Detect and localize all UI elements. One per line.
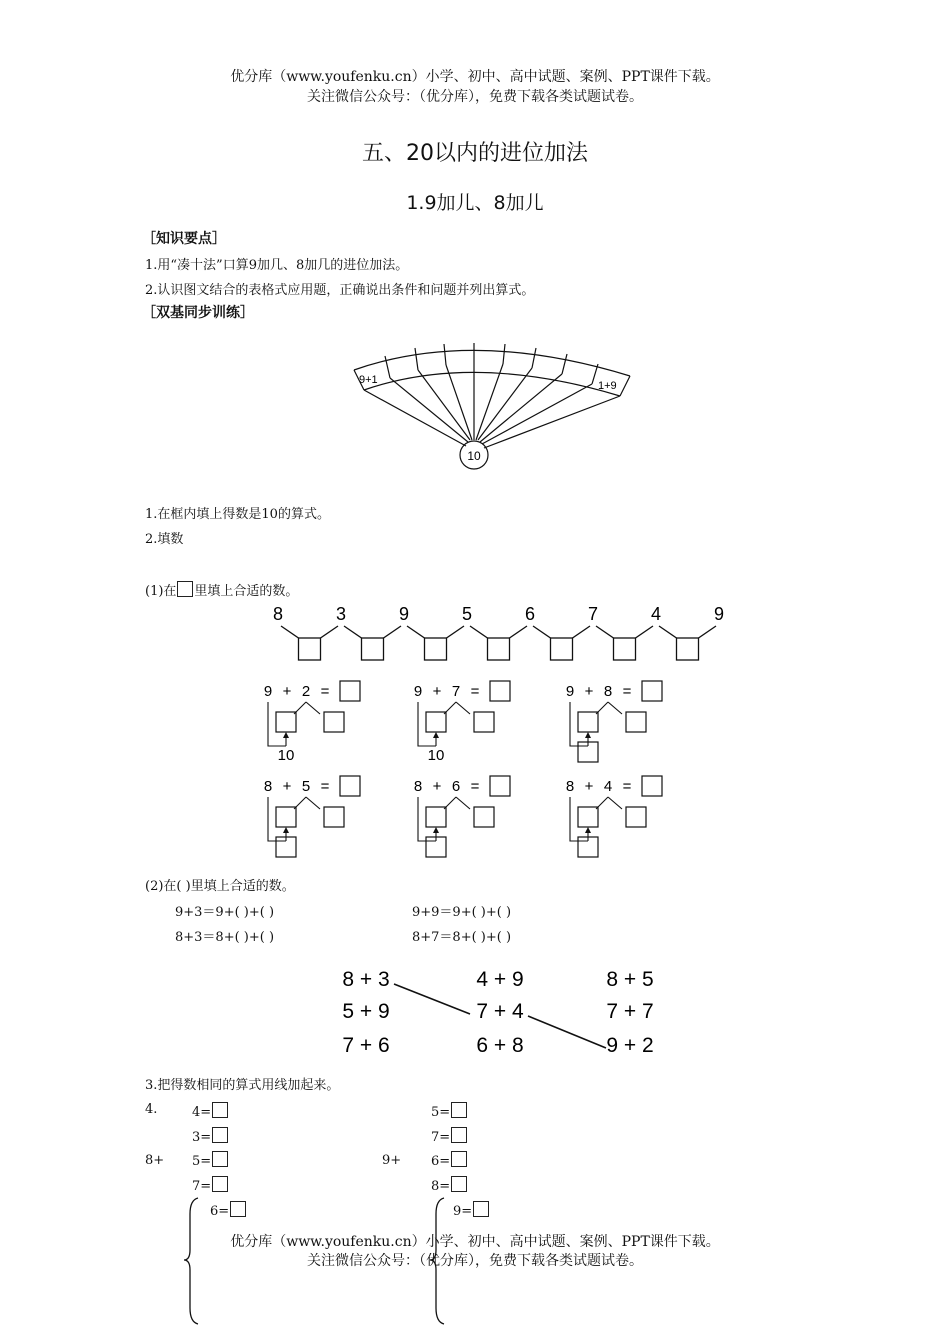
split-part-box[interactable] — [426, 807, 446, 827]
zigzag-number: 9 — [398, 604, 410, 624]
plus-sign: + — [584, 683, 594, 700]
q4-item — [431, 1151, 468, 1169]
addend-a: 8 — [565, 778, 575, 795]
fan-divider — [532, 348, 536, 368]
question-2-1-suffix: 里填上合适的数。 — [194, 584, 299, 599]
zigzag-answer-box[interactable] — [677, 638, 699, 660]
q4-item-label: 3= — [192, 1130, 212, 1145]
plus-sign: + — [432, 778, 442, 795]
q4-item — [192, 1151, 229, 1169]
fill-row-2-right: 8+7＝8+( )+( ) — [412, 930, 512, 945]
sum-answer-box[interactable] — [642, 681, 662, 701]
sum-answer-box[interactable] — [642, 776, 662, 796]
fan-divider — [562, 354, 567, 374]
split-part-box[interactable] — [474, 712, 494, 732]
match-expression: 7 + 7 — [606, 1000, 654, 1023]
zigzag-number: 6 — [524, 604, 536, 624]
match-expression: 5 + 9 — [342, 1000, 390, 1023]
sum-answer-box[interactable] — [340, 681, 360, 701]
equals-sign: = — [470, 683, 480, 700]
plus-sign: + — [432, 683, 442, 700]
zigzag-number: 4 — [650, 604, 662, 624]
q4-item — [192, 1176, 229, 1194]
knowledge-heading: ［知识要点］ — [142, 231, 226, 247]
fan-spoke — [390, 378, 468, 442]
arrow-up-icon — [283, 732, 289, 738]
zigzag-number: 7 — [587, 604, 599, 624]
page-title: 五、20以内的进位加法 — [362, 141, 588, 166]
zigzag-number: 3 — [335, 604, 347, 624]
question-4-number: 4. — [145, 1102, 158, 1117]
plus-sign: + — [282, 778, 292, 795]
split-part-box[interactable] — [324, 807, 344, 827]
q4-item-label: 6= — [210, 1204, 230, 1219]
q4-item — [431, 1127, 468, 1145]
addend-b: 2 — [301, 683, 311, 700]
addend-a: 9 — [565, 683, 575, 700]
fan-diagram — [340, 338, 640, 474]
arrow-up-icon — [585, 827, 591, 833]
footer-line-2: 关注微信公众号：（优分库），免费下载各类试题试卷。 — [307, 1253, 643, 1269]
q4-answer-box[interactable] — [451, 1151, 467, 1167]
addend-b: 5 — [301, 778, 311, 795]
knowledge-point-2: 2.认识图文结合的表格式应用题，正确说出条件和问题并列出算式。 — [145, 283, 535, 298]
training-heading: ［双基同步训练］ — [142, 305, 254, 321]
fan-divider — [503, 344, 505, 364]
match-line — [528, 1016, 606, 1048]
question-2-1 — [145, 580, 298, 599]
fan-spoke — [478, 368, 532, 440]
question-2-1-prefix: (1)在 — [145, 584, 177, 599]
split-problem — [412, 775, 532, 865]
equals-sign: = — [470, 778, 480, 795]
question-2: 2.填数 — [145, 532, 184, 547]
q4-item-label: 9= — [453, 1204, 473, 1219]
question-4-left-prefix: 8+ — [145, 1153, 165, 1168]
arrow-up-icon — [433, 827, 439, 833]
fan-divider — [415, 348, 418, 370]
plus-sign: + — [282, 683, 292, 700]
sum-answer-box[interactable] — [490, 681, 510, 701]
fan-left-label: 9+1 — [359, 374, 378, 386]
arrow-up-icon — [585, 732, 591, 738]
q4-item-label: 6= — [431, 1154, 451, 1169]
equals-sign: = — [320, 683, 330, 700]
fan-spoke — [482, 384, 592, 444]
fan-spoke — [476, 364, 503, 440]
page-subtitle: 1.9加儿、8加儿 — [406, 192, 544, 214]
fan-spoke — [446, 365, 472, 440]
equals-sign: = — [622, 683, 632, 700]
q4-item — [453, 1201, 490, 1219]
q4-answer-box[interactable] — [230, 1201, 246, 1217]
split-part-box[interactable] — [474, 807, 494, 827]
addend-a: 9 — [263, 683, 273, 700]
q4-answer-box[interactable] — [212, 1176, 228, 1192]
split-problem — [262, 775, 382, 865]
q4-item — [192, 1127, 229, 1145]
split-problem — [564, 775, 684, 865]
addend-b: 8 — [603, 683, 613, 700]
q4-answer-box[interactable] — [451, 1127, 467, 1143]
zigzag-answer-box[interactable] — [299, 638, 321, 660]
q4-item-label: 5= — [192, 1154, 212, 1169]
question-2-2: (2)在( )里填上合适的数。 — [145, 879, 295, 894]
addend-b: 6 — [451, 778, 461, 795]
zigzag-answer-box[interactable] — [488, 638, 510, 660]
sum-answer-box[interactable] — [490, 776, 510, 796]
split-problem — [564, 680, 684, 770]
split-part-box[interactable] — [426, 712, 446, 732]
question-3: 3.把得数相同的算式用线加起来。 — [145, 1078, 340, 1093]
zigzag-answer-box[interactable] — [614, 638, 636, 660]
zigzag-answer-box[interactable] — [551, 638, 573, 660]
fan-divider — [444, 344, 446, 365]
q4-answer-box[interactable] — [451, 1176, 467, 1192]
split-part-box[interactable] — [276, 807, 296, 827]
split-problem — [412, 680, 532, 770]
addend-b: 4 — [603, 778, 613, 795]
sum-answer-box[interactable] — [340, 776, 360, 796]
zigzag-number: 5 — [461, 604, 473, 624]
matching-diagram — [330, 960, 670, 1066]
zigzag-number: 8 — [272, 604, 284, 624]
zigzag-diagram — [260, 600, 750, 668]
zigzag-answer-box[interactable] — [425, 638, 447, 660]
split-problem — [262, 680, 382, 770]
arrow-up-icon — [433, 732, 439, 738]
arrow-up-icon — [283, 827, 289, 833]
match-expression: 7 + 4 — [476, 1000, 524, 1023]
match-expression: 8 + 3 — [342, 968, 390, 991]
q4-answer-box[interactable] — [212, 1102, 228, 1118]
q4-item — [192, 1102, 229, 1120]
fan-spoke — [418, 370, 470, 440]
ten-label: 10 — [277, 747, 295, 764]
match-expression: 6 + 8 — [476, 1034, 524, 1057]
zigzag-answer-box[interactable] — [362, 638, 384, 660]
fan-right-label: 1+9 — [598, 380, 617, 392]
match-expression: 7 + 6 — [342, 1034, 390, 1057]
q4-item-label: 5= — [431, 1105, 451, 1120]
fill-row-1-right: 9+9＝9+( )+( ) — [412, 905, 512, 920]
split-part-box[interactable] — [324, 712, 344, 732]
fill-row-1-left: 9+3＝9+( )+( ) — [175, 905, 275, 920]
q4-item-label: 8= — [431, 1179, 451, 1194]
match-expression: 9 + 2 — [606, 1034, 654, 1057]
q4-item — [431, 1102, 468, 1120]
split-part-box[interactable] — [578, 712, 598, 732]
addend-a: 8 — [413, 778, 423, 795]
q4-item-label: 7= — [192, 1179, 212, 1194]
addend-b: 7 — [451, 683, 461, 700]
fan-spoke — [480, 374, 562, 442]
question-1: 1.在框内填上得数是10的算式。 — [145, 507, 330, 522]
q4-answer-box[interactable] — [473, 1201, 489, 1217]
match-expression: 8 + 5 — [606, 968, 654, 991]
equals-sign: = — [622, 778, 632, 795]
q4-answer-box[interactable] — [212, 1127, 228, 1143]
q4-item-label: 4= — [192, 1105, 212, 1120]
q4-answer-box[interactable] — [212, 1151, 228, 1167]
knowledge-point-1: 1.用“凑十法”口算9加几、8加几的进位加法。 — [145, 258, 409, 273]
fan-center-label: 10 — [467, 449, 481, 463]
equals-sign: = — [320, 778, 330, 795]
ten-label: 10 — [427, 747, 445, 764]
fill-row-2-left: 8+3＝8+( )+( ) — [175, 930, 275, 945]
q4-item-label: 7= — [431, 1130, 451, 1145]
match-expression: 4 + 9 — [476, 968, 524, 991]
match-line — [394, 984, 470, 1014]
q4-item — [210, 1201, 247, 1219]
question-4-right-prefix: 9+ — [382, 1153, 402, 1168]
q4-item — [431, 1176, 468, 1194]
header-line-1: 优分库（www.youfenku.cn）小学、初中、高中试题、案例、PPT课件下载。 — [230, 69, 720, 85]
footer-line-1: 优分库（www.youfenku.cn）小学、初中、高中试题、案例、PPT课件下载。 — [230, 1234, 720, 1250]
plus-sign: + — [584, 778, 594, 795]
addend-a: 8 — [263, 778, 273, 795]
split-part-box[interactable] — [276, 712, 296, 732]
addend-a: 9 — [413, 683, 423, 700]
split-part-box[interactable] — [578, 807, 598, 827]
answer-box-icon — [177, 581, 193, 597]
zigzag-number: 9 — [713, 604, 725, 624]
header-line-2: 关注微信公众号：（优分库），免费下载各类试题试卷。 — [307, 89, 643, 105]
q4-answer-box[interactable] — [451, 1102, 467, 1118]
split-part-box[interactable] — [626, 807, 646, 827]
split-part-box[interactable] — [626, 712, 646, 732]
